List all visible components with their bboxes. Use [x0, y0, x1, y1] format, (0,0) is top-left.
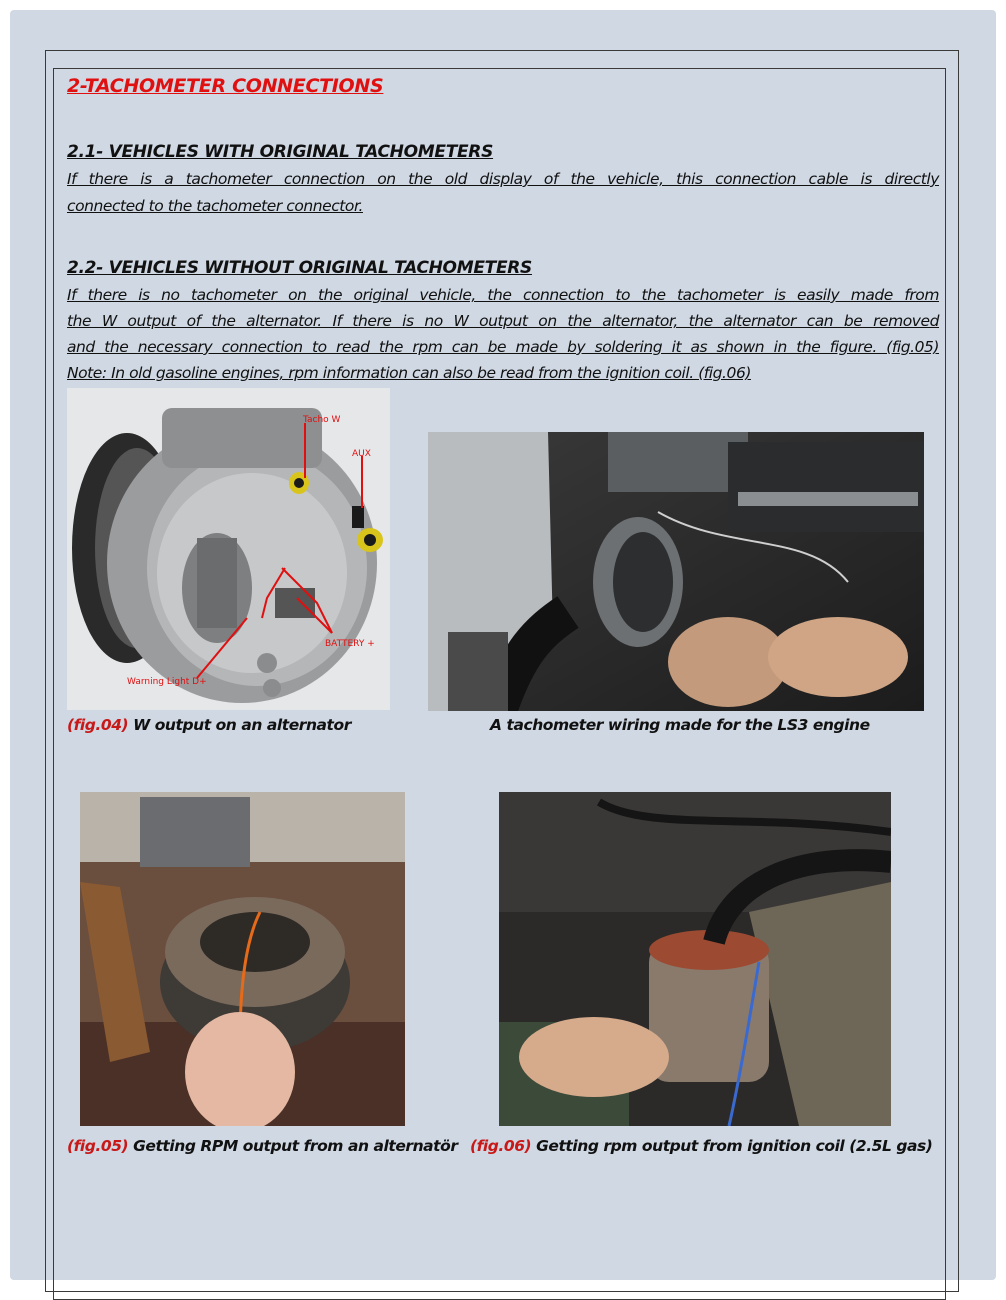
subsection-heading-without: 2.2- VEHICLES WITHOUT ORIGINAL TACHOMETERS [67, 258, 532, 278]
note-line: Note: In old gasoline engines, rpm information can also be read from the ignition coil. (fig.06) [67, 364, 751, 382]
fig04-text: W output on an alternator [128, 716, 351, 734]
paragraph-line: and the necessary connection to read the rpm can be made by soldering it as shown in the figure. (fig.05) [67, 338, 939, 356]
aux-label: AUX [352, 449, 371, 459]
fig06-caption [470, 1137, 932, 1155]
section-title: 2-TACHOMETER CONNECTIONS [67, 75, 384, 97]
fig06-text: Getting rpm output from ignition coil (2.5L gas) [531, 1137, 933, 1155]
tacho-w-label: Tacho W [303, 415, 341, 425]
ignition-coil-photo [499, 792, 891, 1126]
fig04-caption [67, 716, 351, 734]
paragraph-line: If there is no tachometer on the original vehicle, the connection to the tachometer is easily made from [67, 286, 939, 304]
fig06-ref: (fig.06) [470, 1137, 532, 1155]
fig05-text: Getting RPM output from an alternatör [128, 1137, 458, 1155]
paragraph-line: the W output of the alternator. If there is no W output on the alternator, the alternator can be removed [67, 312, 939, 330]
subsection-heading-original: 2.1- VEHICLES WITH ORIGINAL TACHOMETERS [67, 142, 494, 162]
battery-label: BATTERY + [325, 639, 375, 649]
fig04-ref: (fig.04) [67, 716, 129, 734]
alternator-soldering-photo [80, 792, 405, 1126]
alternator-diagram-image [67, 388, 390, 710]
paragraph-line: connected to the tachometer connector. [67, 197, 363, 215]
ls3-wiring-photo [428, 432, 924, 711]
fig05-ref: (fig.05) [67, 1137, 129, 1155]
ls3-caption: A tachometer wiring made for the LS3 engine [490, 716, 870, 734]
fig05-caption [67, 1137, 458, 1155]
paragraph-line: If there is a tachometer connection on the old display of the vehicle, this connection cable is directly [67, 170, 939, 188]
warning-light-label: Warning Light D+ [127, 677, 207, 687]
